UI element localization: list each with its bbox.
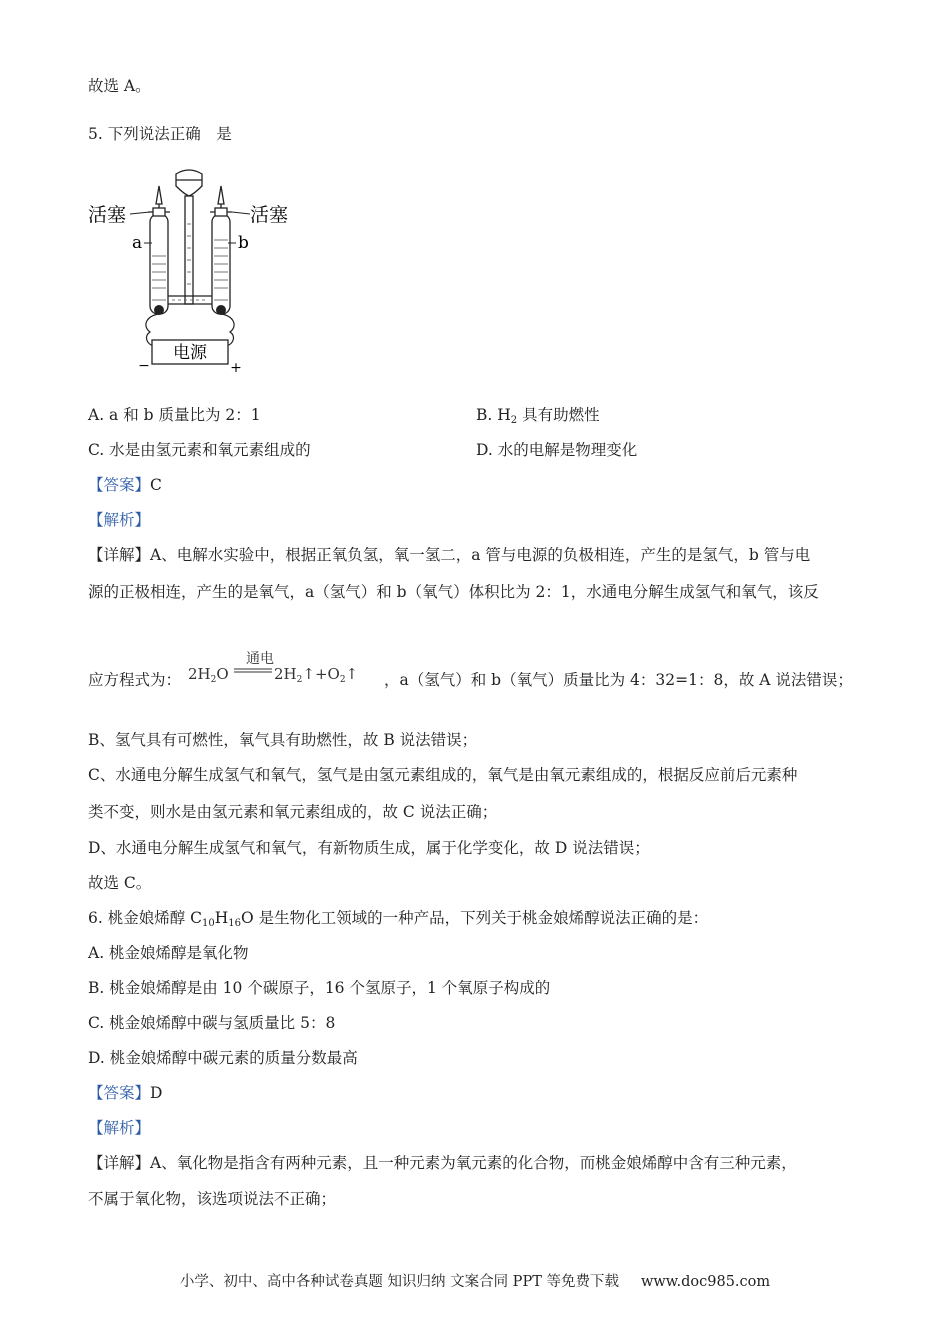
- prev-conclusion: 故选 A。: [88, 77, 151, 95]
- q5-answer: 【答案】C: [88, 476, 162, 494]
- q5-option-c: C. 水是由氢元素和氧元素组成的: [88, 441, 311, 459]
- funnel: [176, 170, 202, 196]
- q6-detail-line1: 【详解】A、氧化物是指含有两种元素，且一种元素为氧元素的化合物，而桃金娘烯醇中含有三种元素，: [88, 1154, 797, 1172]
- q5-detail-line2: 源的正极相连，产生的是氧气，a（氢气）和 b（氧气）体积比为 2：1，水通电分解生成氢气和氧气，该反: [88, 583, 819, 601]
- q5-detail-line1: 【详解】A、电解水实验中，根据正氧负氢，氧一氢二，a 管与电源的负极相连，产生的是氢气，b 管与电: [88, 546, 811, 564]
- footer-text: 小学、初中、高中各种试卷真题 知识归纳 文案合同 PPT 等免费下载: [179, 1274, 619, 1290]
- q5-option-b: B. $H_2$ 具有助燃性: [476, 406, 600, 426]
- minus-sign: −: [138, 358, 150, 374]
- plus-sign: +: [230, 360, 242, 376]
- power-label: 电源: [173, 343, 207, 363]
- q5-detail-d: D、水通电分解生成氢气和氧气，有新物质生成，属于化学变化，故 D 说法错误；: [88, 839, 650, 857]
- svg-text:2H2↑+O2↑: $2H_2↑+O_2↑$: [274, 665, 359, 685]
- tube-a-label: a: [132, 233, 143, 253]
- q6-option-d: D. 桃金娘烯醇中碳元素的质量分数最高: [88, 1049, 358, 1067]
- q6-option-b: B. 桃金娘烯醇是由 10 个碳原子，16 个氢原子，1 个氧原子构成的: [88, 979, 551, 997]
- q5-detail-c1: C、水通电分解生成氢气和氧气，氢气是由氢元素组成的，氧气是由氧元素组成的，根据反应前后元素种: [88, 766, 798, 784]
- q6-detail-line2: 不属于氧化物，该选项说法不正确；: [88, 1190, 337, 1208]
- left-valve-label: 活塞: [88, 204, 127, 226]
- svg-text:2H2O: $2H_2O$: [188, 665, 229, 685]
- footer-url[interactable]: www.doc985.com: [640, 1274, 771, 1290]
- q6-option-c: C. 桃金娘烯醇中碳与氢质量比 5：8: [88, 1014, 336, 1032]
- q5-option-d: D. 水的电解是物理变化: [476, 441, 638, 459]
- electrode-positive: [216, 305, 226, 315]
- q6-analysis-tag: 【解析】: [88, 1119, 151, 1137]
- q6-option-a: A. 桃金娘烯醇是氧化物: [88, 944, 249, 962]
- electrode-negative: [154, 305, 164, 315]
- q5-stem: 5. 下列说法正确 是: [88, 125, 232, 143]
- q5-option-a: A. a 和 b 质量比为 2：1: [88, 406, 261, 424]
- reaction-equation: [184, 648, 384, 688]
- svg-text:通电: 通电: [246, 651, 274, 667]
- electrolysis-apparatus-figure: [86, 164, 306, 376]
- tube-b-label: b: [238, 233, 249, 253]
- reaction-equation-line: 应方程式为： $2H_2O$ 通电 $2H_2↑+O_2↑$ ，a（氢气）和 b（氧气）质量比为 4：32=1：8，故 A 说法错误；: [88, 648, 868, 692]
- middle-tube: [185, 196, 193, 304]
- q5-detail-b: B、氢气具有可燃性，氧气具有助燃性，故 B 说法错误；: [88, 731, 478, 749]
- right-valve-label: 活塞: [250, 204, 289, 226]
- page-footer: [0, 1270, 950, 1291]
- q6-answer: 【答案】D: [88, 1084, 163, 1102]
- q6-stem: 6. 桃金娘烯醇 $C_{10}H_{16}O$ 是生物化工领域的一种产品，下列关于桃金娘烯醇说法正确的是：: [88, 909, 709, 929]
- q5-detail-c2: 类不变，则水是由氢元素和氧元素组成的，故 C 说法正确；: [88, 803, 498, 821]
- q5-conclusion: 故选 C。: [88, 874, 152, 892]
- q5-analysis-tag: 【解析】: [88, 511, 151, 529]
